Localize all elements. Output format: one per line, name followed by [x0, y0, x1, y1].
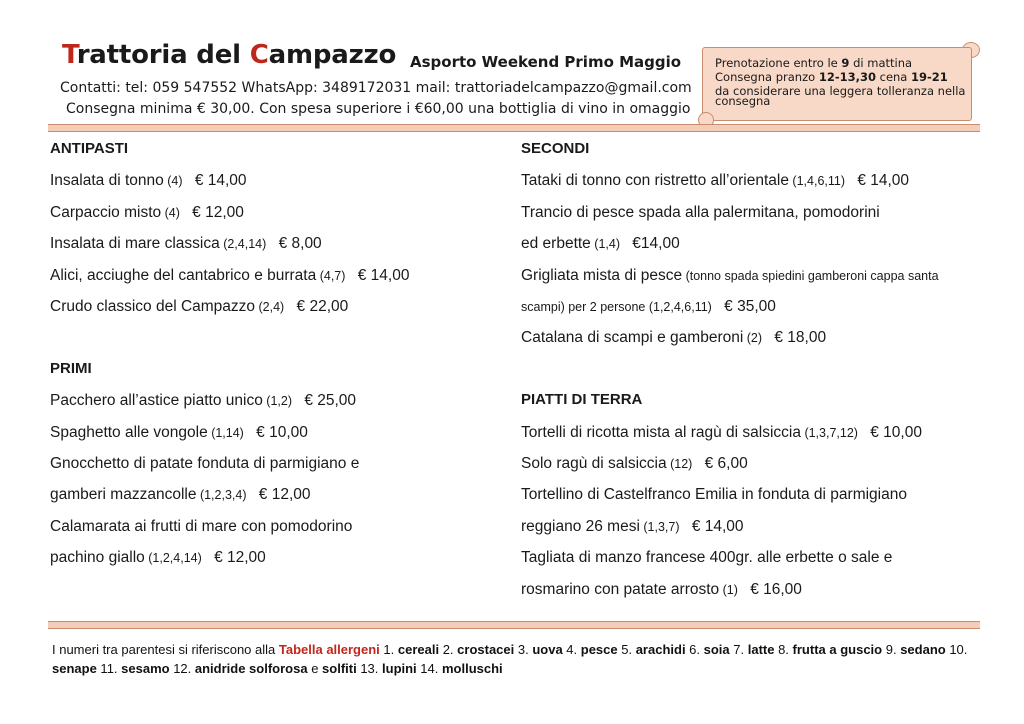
- dish-price: € 16,00: [745, 580, 802, 598]
- allergen-codes: (1,4,6,11): [788, 174, 846, 189]
- allergen-name: solfiti: [322, 661, 357, 676]
- dish-name: Tataki di tonno con ristretto all’orientale: [521, 172, 789, 190]
- dish-name: Carpaccio misto: [50, 203, 162, 221]
- dish-name: Tagliata di manzo francese 400gr. alle erbette o sale e: [521, 549, 893, 567]
- dish-price: € 14,00: [853, 172, 910, 190]
- dish-name: gamberi mazzancolle: [50, 486, 197, 504]
- dish-name: Insalata di tonno: [50, 172, 164, 190]
- allergen-table-label: Tabella allergeni: [278, 642, 380, 657]
- allergen-name: soia: [703, 642, 730, 657]
- allergen-number: 2.: [439, 642, 458, 657]
- title-part: ampazzo: [268, 40, 397, 70]
- menu-item: [521, 297, 776, 317]
- allergen-number: 11.: [96, 661, 122, 676]
- allergen-number: 3.: [514, 642, 533, 657]
- dish-price: € 12,00: [187, 203, 244, 221]
- menu-item: [521, 517, 744, 537]
- section-heading: ANTIPASTI: [50, 140, 129, 157]
- allergen-codes: (4): [163, 174, 183, 189]
- dish-name: Pacchero all’astice piatto unico: [50, 392, 263, 410]
- dish-name: reggiano 26 mesi: [521, 517, 640, 535]
- allergen-codes: (12): [666, 457, 693, 471]
- menu-item: [50, 297, 348, 317]
- dish-name: Crudo classico del Campazzo: [50, 298, 256, 315]
- menu-item: [521, 171, 909, 191]
- allergen-legend: [52, 640, 972, 678]
- dish-name: Trancio di pesce spada alla palermitana, pomodorini: [521, 203, 880, 221]
- allergen-number: 10.: [945, 642, 968, 657]
- allergen-codes: (2,4,14): [219, 237, 267, 252]
- dish-price: € 35,00: [719, 298, 776, 315]
- dish-price: € 14,00: [190, 172, 247, 190]
- allergen-number: 5.: [617, 642, 636, 657]
- allergen-name: molluschi: [441, 661, 503, 676]
- menu-item: [50, 391, 356, 411]
- menu-item: [50, 203, 244, 223]
- dish-note: scampi) per 2 persone: [521, 300, 646, 314]
- allergen-number: 14.: [416, 661, 442, 676]
- dish-price: € 25,00: [300, 392, 357, 410]
- contact-info: Contatti: tel: 059 547552 WhatsApp: 3489172031 mail: trattoriadelcampazzo@gmail.com: [60, 80, 692, 96]
- dish-name: Catalana di scampi e gamberoni: [521, 329, 744, 347]
- restaurant-title: [62, 40, 396, 70]
- title-part: C: [249, 40, 269, 70]
- dish-note: (tonno spada spiedini gamberoni cappa santa: [682, 268, 939, 283]
- allergen-name: frutta a guscio: [792, 642, 883, 657]
- menu-item: [50, 423, 308, 443]
- bottom-divider: [48, 621, 980, 629]
- title-part: rattoria del: [76, 40, 250, 70]
- dish-name: Tortelli di ricotta mista al ragù di salsiccia: [521, 423, 801, 441]
- menu-item: [521, 580, 802, 600]
- menu-item: [521, 266, 939, 286]
- notice-line-4: consegna: [715, 94, 771, 108]
- dish-price: €14,00: [628, 235, 680, 253]
- menu-item: [521, 454, 748, 474]
- allergen-number: 9.: [882, 642, 901, 657]
- dish-name: Calamarata ai frutti di mare con pomodorino: [50, 517, 353, 535]
- allergen-codes: (1,3,7): [639, 519, 680, 534]
- dish-price: € 18,00: [770, 329, 827, 347]
- menu-subtitle: Asporto Weekend Primo Maggio: [410, 53, 682, 71]
- menu-item: [521, 548, 892, 568]
- allergen-number: 4.: [562, 642, 581, 657]
- allergen-name: sesamo: [121, 661, 170, 676]
- allergen-name: sedano: [900, 642, 946, 657]
- menu-item: [50, 485, 311, 505]
- dish-name: Solo ragù di salsiccia: [521, 455, 667, 472]
- allergen-number: 13.: [356, 661, 383, 676]
- minimum-order-note: Consegna minima € 30,00. Con spesa superiore i €60,00 una bottiglia di vino in omaggio: [66, 101, 691, 117]
- dish-price: € 10,00: [251, 423, 308, 441]
- allergen-name: pesce: [580, 642, 618, 657]
- legend-intro: I numeri tra parentesi si riferiscono alla: [52, 642, 279, 657]
- allergen-number: 6.: [685, 642, 704, 657]
- section-heading: PIATTI DI TERRA: [521, 391, 643, 409]
- dish-name: Grigliata mista di pesce: [521, 266, 683, 284]
- dish-name: Gnocchetto di patate fonduta di parmigiano e: [50, 455, 360, 472]
- menu-item: [50, 266, 409, 286]
- dish-price: € 22,00: [292, 298, 349, 315]
- allergen-name: latte: [747, 642, 775, 657]
- notice-line-3: da considerare una leggera tolleranza nella: [715, 84, 966, 98]
- allergen-name: senape: [52, 661, 97, 676]
- dish-price: € 14,00: [353, 266, 410, 284]
- allergen-joiner: e: [307, 661, 323, 676]
- allergen-name: anidride solforosa: [194, 661, 308, 676]
- allergen-codes: (2): [743, 331, 763, 346]
- menu-item: [521, 423, 922, 443]
- section-heading: PRIMI: [50, 359, 92, 377]
- allergen-codes: (4): [161, 205, 180, 220]
- dish-price: € 6,00: [700, 455, 748, 472]
- allergen-codes: (1,4): [590, 237, 620, 252]
- allergen-codes: (1,14): [207, 425, 244, 440]
- dish-name: ed erbette: [521, 235, 591, 253]
- dish-price: € 12,00: [209, 549, 266, 567]
- notice-line-2: Consegna pranzo 12-13,30 cena 19-21: [715, 70, 948, 84]
- title-part: T: [62, 40, 77, 70]
- booking-notice: [702, 47, 972, 121]
- menu-item: [50, 517, 352, 537]
- allergen-name: uova: [532, 642, 563, 657]
- section-heading: SECONDI: [521, 140, 590, 157]
- allergen-name: lupini: [382, 661, 417, 676]
- dish-price: € 12,00: [254, 486, 311, 504]
- allergen-codes: (1,2): [262, 394, 293, 409]
- menu-item: [50, 171, 247, 191]
- allergen-codes: (1,2,3,4): [196, 488, 247, 503]
- allergen-codes: (1): [719, 582, 738, 597]
- top-divider: [48, 124, 980, 132]
- allergen-codes: (1,2,4,14): [144, 551, 202, 566]
- allergen-codes: (1,2,4,6,11): [645, 300, 712, 314]
- dish-name: Spaghetto alle vongole: [50, 423, 208, 441]
- menu-item: [521, 485, 907, 505]
- dish-name: Tortellino di Castelfranco Emilia in fonduta di parmigiano: [521, 486, 907, 504]
- allergen-name: cereali: [397, 642, 440, 657]
- allergen-number: 12.: [169, 661, 195, 676]
- allergen-name: crostacei: [457, 642, 515, 657]
- menu-item: [50, 234, 322, 254]
- notice-line-1: Prenotazione entro le 9 di mattina: [715, 56, 913, 70]
- dish-name: Alici, acciughe del cantabrico e burrata: [50, 266, 317, 284]
- dish-price: € 14,00: [687, 517, 744, 535]
- allergen-name: arachidi: [635, 642, 686, 657]
- dish-name: rosmarino con patate arrosto: [521, 580, 720, 598]
- allergen-codes: (2,4): [255, 300, 285, 314]
- dish-price: € 10,00: [865, 423, 922, 441]
- dish-price: € 8,00: [274, 235, 322, 253]
- menu-item: [521, 203, 880, 223]
- allergen-codes: (4,7): [316, 268, 346, 283]
- dish-name: pachino giallo: [50, 549, 145, 567]
- menu-item: [50, 548, 266, 568]
- allergen-number: 8.: [774, 642, 793, 657]
- dish-name: Insalata di mare classica: [50, 235, 220, 253]
- allergen-codes: (1,3,7,12): [800, 425, 858, 440]
- menu-item: [50, 454, 359, 474]
- allergen-number: 1.: [379, 642, 398, 657]
- menu-item: [521, 328, 826, 348]
- allergen-number: 7.: [729, 642, 748, 657]
- menu-item: [521, 234, 680, 254]
